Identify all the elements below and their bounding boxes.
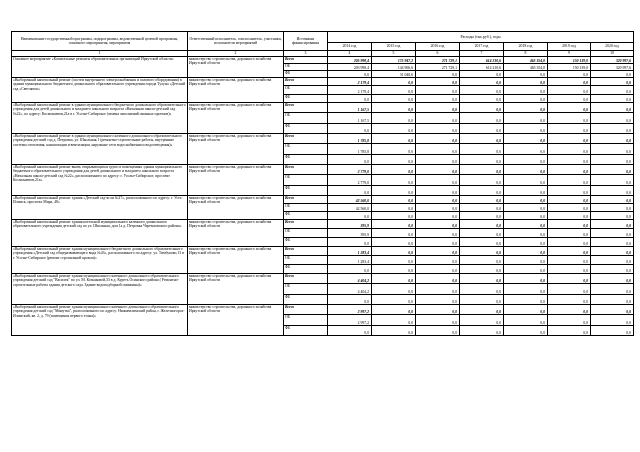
expense-value: 0,0 xyxy=(504,256,548,265)
expense-value: 0,0 xyxy=(460,265,504,274)
expense-value: 0,0 xyxy=(591,229,634,238)
funding-source: ОБ xyxy=(284,86,328,95)
expense-value: 0,0 xyxy=(548,144,591,155)
expense-value: 0,0 xyxy=(416,247,460,256)
expense-value: 0,0 xyxy=(548,238,591,247)
expense-value: 0,0 xyxy=(416,95,460,103)
measure-name: «Выборочный капитальный ремонт здания муниципального казенного дошкольного образовательного учреждения детский сад "Василек" по ул. М. Козьяковой,33 в д. Куреть Осинского района ( Ремонтно-строительные работы здания детского сада. Здание водоподборной скважины)» xyxy=(12,274,188,305)
expense-value: 0,0 xyxy=(548,295,591,305)
funding-source: ФБ xyxy=(284,265,328,274)
expense-value: 0,0 xyxy=(372,78,416,86)
expense-value: 0,0 xyxy=(372,247,416,256)
expense-value: 0,0 xyxy=(460,95,504,103)
executor: министерство строительства, дорожного хозяйства Иркутской области xyxy=(188,196,284,220)
expense-value: 0,0 xyxy=(372,124,416,134)
expense-value: 0,0 xyxy=(416,315,460,326)
expense-value: 0,0 xyxy=(504,186,548,196)
funding-source: ФБ xyxy=(284,95,328,103)
expense-value: 0,0 xyxy=(460,256,504,265)
index-cell: 7 xyxy=(460,51,504,57)
header-year: 2018 год xyxy=(504,43,548,51)
expense-value: 0,0 xyxy=(591,95,634,103)
expense-value: 0,0 xyxy=(416,196,460,204)
expense-value: 0,0 xyxy=(460,284,504,295)
expense-value: 0,0 xyxy=(548,175,591,186)
expense-value: 0,0 xyxy=(328,155,372,165)
expense-value: 0,0 xyxy=(372,186,416,196)
expense-value: 0,0 xyxy=(548,274,591,284)
expense-value: 0,0 xyxy=(548,134,591,144)
expense-value: 0,0 xyxy=(504,220,548,229)
header-year: 2017 год xyxy=(460,43,504,51)
funding-source: ФБ xyxy=(284,71,328,78)
expense-value: 2 179,4 xyxy=(328,86,372,95)
table-row xyxy=(12,220,634,229)
expense-value: 0,0 xyxy=(328,238,372,247)
expense-value: 0,0 xyxy=(460,165,504,175)
expense-value: 203 998,4 xyxy=(328,64,372,71)
funding-source: Всего xyxy=(284,134,328,144)
expense-value: 0,0 xyxy=(372,196,416,204)
expense-value: 0,0 xyxy=(416,78,460,86)
expense-value: 0,0 xyxy=(416,326,460,336)
expense-value: 0,0 xyxy=(460,295,504,305)
expense-value: 1 283,4 xyxy=(328,247,372,256)
expense-value: 0,0 xyxy=(416,144,460,155)
expense-value: 0,0 xyxy=(591,134,634,144)
expense-value: 0,0 xyxy=(548,247,591,256)
expense-value: 0,0 xyxy=(504,124,548,134)
expense-value: 0,0 xyxy=(504,265,548,274)
expense-value: 0,0 xyxy=(591,165,634,175)
funding-source: ФБ xyxy=(284,295,328,305)
expense-value: 2 997,2 xyxy=(328,315,372,326)
expense-value: 0,0 xyxy=(591,113,634,124)
index-cell: 1 xyxy=(12,51,188,57)
table-row xyxy=(12,78,634,86)
expense-value: 0,0 xyxy=(372,155,416,165)
expense-value: 0,0 xyxy=(504,295,548,305)
expense-value: 0,0 xyxy=(548,124,591,134)
expense-value: 0,0 xyxy=(548,315,591,326)
measure-name: «Выборочный капитальный ремонт вновь открывающихся групп в помещениях здания муниципального бюджетного образовательного учреждения для детей дошкольного и младшего школьного возраста «Начальная школа-детский сад №22», расположенного по адресу: г. Усолье-Сибирское, проспект Космонавтов,21а» xyxy=(12,165,188,196)
expense-value: 0,0 xyxy=(591,204,634,212)
table-row xyxy=(12,134,634,144)
expense-value: 0,0 xyxy=(591,247,634,256)
expense-value: 0,0 xyxy=(372,175,416,186)
funding-source: ОБ xyxy=(284,64,328,71)
expense-value: 0,0 xyxy=(372,265,416,274)
expense-value: 0,0 xyxy=(504,155,548,165)
executor: министерство строительства, дорожного хозяйства Иркутской области xyxy=(188,165,284,196)
expense-value: 0,0 xyxy=(416,212,460,220)
expense-value: 0,0 xyxy=(591,71,634,78)
header-source: Источники финансирования xyxy=(284,32,328,51)
funding-source: ФБ xyxy=(284,186,328,196)
expense-value: 0,0 xyxy=(591,315,634,326)
expense-value: 0,0 xyxy=(328,71,372,78)
expense-value: 0,0 xyxy=(460,103,504,113)
expense-value: 0,0 xyxy=(504,103,548,113)
expense-value: 0,0 xyxy=(591,86,634,95)
expense-value: 465 354,0 xyxy=(504,64,548,71)
index-cell: 3 xyxy=(284,51,328,57)
expense-value: 0,0 xyxy=(591,326,634,336)
expense-value: 0,0 xyxy=(416,305,460,315)
expense-value: 614 210,6 xyxy=(460,64,504,71)
expense-value: 2 997,2 xyxy=(328,305,372,315)
table-body xyxy=(12,57,634,336)
funding-source: ОБ xyxy=(284,144,328,155)
expense-value: 175 947,2 xyxy=(372,57,416,64)
table-row xyxy=(12,57,634,64)
expense-value: 0,0 xyxy=(372,305,416,315)
expense-value: 0,0 xyxy=(460,155,504,165)
expense-value: 395,9 xyxy=(328,229,372,238)
expense-value: 1 785,8 xyxy=(328,134,372,144)
expense-value: 150 139,0 xyxy=(548,64,591,71)
measure-name: «Выборочный капитальный ремонт в здании муниципального бюджетного дошкольного образовательного учреждения для детей дошкольного и младшего школьного возраста «Начальная школа-детский сад №22», по адресу: Космонавтов,21а в г. Усолье-Сибирское (замена заполнений оконных проемов)» xyxy=(12,103,188,134)
expense-value: 271 729,1 xyxy=(416,57,460,64)
expense-value: 0,0 xyxy=(460,124,504,134)
expense-value: 0,0 xyxy=(548,103,591,113)
table-row xyxy=(12,274,634,284)
expense-value: 0,0 xyxy=(328,124,372,134)
expense-value: 0,0 xyxy=(372,144,416,155)
expense-value: 0,0 xyxy=(591,212,634,220)
executor: министерство строительства, дорожного хозяйства Иркутской области xyxy=(188,103,284,134)
expense-value: 0,0 xyxy=(328,295,372,305)
expense-value: 0,0 xyxy=(591,238,634,247)
expense-value: 0,0 xyxy=(460,86,504,95)
expense-value: 0,0 xyxy=(372,220,416,229)
header-year: 2019 год xyxy=(548,43,591,51)
expense-value: 2 779,0 xyxy=(328,165,372,175)
expense-value: 0,0 xyxy=(372,86,416,95)
index-cell: 2 xyxy=(188,51,284,57)
executor: министерство строительства, дорожного хозяйства Иркутской области xyxy=(188,305,284,336)
funding-source: ФБ xyxy=(284,326,328,336)
executor: министерство строительства, дорожного хозяйства Иркутской области xyxy=(188,134,284,165)
funding-source: ОБ xyxy=(284,113,328,124)
expense-value: 0,0 xyxy=(504,274,548,284)
table-row xyxy=(12,196,634,204)
funding-source: Всего xyxy=(284,274,328,284)
expense-value: 320 997,6 xyxy=(591,64,634,71)
index-cell: 6 xyxy=(416,51,460,57)
expense-value: 0,0 xyxy=(372,229,416,238)
funding-source: Всего xyxy=(284,57,328,64)
expense-value: 42 560,0 xyxy=(328,204,372,212)
header-year: 2020 год xyxy=(591,43,634,51)
header-name: Наименование государственной программы, подпрограммы, ведомственной целевой программы, основного мероприятия, мероприятия xyxy=(12,32,188,51)
expense-value: 1 283,4 xyxy=(328,256,372,265)
expense-value: 465 354,0 xyxy=(504,57,548,64)
expense-value: 0,0 xyxy=(460,186,504,196)
expense-value: 0,0 xyxy=(504,247,548,256)
expense-value: 0,0 xyxy=(548,196,591,204)
measure-name: «Выборочный капитальный ремонт здания муниципального бюджетного дошкольного образовательного учреждения «Детский сад общеразвивающего вида №43», расположенного по адресу: ул. Тимбуково,13 в г. Усолье-Сибирское (ремонт стропильной кровли)» xyxy=(12,247,188,274)
expense-value: 320 997,6 xyxy=(591,57,634,64)
expense-value: 0,0 xyxy=(548,95,591,103)
expense-value: 0,0 xyxy=(328,265,372,274)
executor: министерство строительства, дорожного хозяйства Иркутской области xyxy=(188,247,284,274)
expense-value: 0,0 xyxy=(504,78,548,86)
expense-value: 0,0 xyxy=(460,212,504,220)
expense-value: 0,0 xyxy=(548,284,591,295)
expense-value: 0,0 xyxy=(548,305,591,315)
expense-value: 0,0 xyxy=(460,71,504,78)
measure-name: «Выборочный капитальный ремонт здания котельной муниципального казенного дошкольного образовательного учреждения детский сад по ул. Школьная, дом 1а д. Петровка Черемховского района» xyxy=(12,220,188,247)
expense-value: 0,0 xyxy=(328,95,372,103)
expense-value: 0,0 xyxy=(460,113,504,124)
index-cell: 5 xyxy=(372,51,416,57)
expense-value: 1 167,5 xyxy=(328,103,372,113)
expense-value: 0,0 xyxy=(460,78,504,86)
expense-value: 0,0 xyxy=(416,113,460,124)
expense-value: 0,0 xyxy=(460,134,504,144)
expense-value: 0,0 xyxy=(504,71,548,78)
expense-value: 0,0 xyxy=(372,95,416,103)
funding-source: Всего xyxy=(284,196,328,204)
expense-value: 0,0 xyxy=(416,124,460,134)
table-row xyxy=(12,103,634,113)
expense-value: 0,0 xyxy=(548,212,591,220)
funding-source: Всего xyxy=(284,305,328,315)
expense-value: 0,0 xyxy=(372,134,416,144)
expense-value: 0,0 xyxy=(460,204,504,212)
expense-value: 0,0 xyxy=(328,326,372,336)
expense-value: 0,0 xyxy=(591,284,634,295)
expense-value: 0,0 xyxy=(548,78,591,86)
executor: министерство строительства, дорожного хозяйства Иркутской области xyxy=(188,78,284,103)
expense-value: 0,0 xyxy=(591,175,634,186)
expense-value: 0,0 xyxy=(416,103,460,113)
expense-value: 0,0 xyxy=(591,186,634,196)
expense-value: 614 210,6 xyxy=(460,57,504,64)
expense-value: 0,0 xyxy=(591,144,634,155)
expense-value: 0,0 xyxy=(372,256,416,265)
expense-value: 0,0 xyxy=(591,124,634,134)
measure-name: «Выборочный капитальный ремонт здания муниципального казенного дошкольного образовательного учреждения детский сад "Минутка", расположенного по адресу: Нижнеилимский район, г. Железногорск-Илимский, кв. 2, д. 79 (помещения первого этажа)» xyxy=(12,305,188,336)
expense-value: 0,0 xyxy=(591,265,634,274)
expense-value: 0,0 xyxy=(372,284,416,295)
table-row xyxy=(12,305,634,315)
expense-value: 0,0 xyxy=(591,274,634,284)
expense-value: 0,0 xyxy=(372,113,416,124)
expense-value: 0,0 xyxy=(460,229,504,238)
funding-source: ОБ xyxy=(284,284,328,295)
expense-value: 0,0 xyxy=(460,305,504,315)
funding-source: ОБ xyxy=(284,175,328,186)
funding-source: Всего xyxy=(284,165,328,175)
index-cell: 9 xyxy=(548,51,591,57)
expense-value: 0,0 xyxy=(372,103,416,113)
expense-value: 0,0 xyxy=(548,155,591,165)
expense-value: 0,0 xyxy=(548,229,591,238)
expense-value: 4 404,2 xyxy=(328,284,372,295)
expense-value: 0,0 xyxy=(548,265,591,274)
expense-value: 0,0 xyxy=(591,295,634,305)
expense-value: 0,0 xyxy=(416,256,460,265)
header-year: 2015 год xyxy=(372,43,416,51)
executor: министерство строительства, дорожного хозяйства Иркутской области xyxy=(188,274,284,305)
measure-name: «Выборочный капитальный ремонт здания «Детский сад-ясли №27», расположенного по адресу: г. Усть-Илимск, проспект Мира, 48» xyxy=(12,196,188,220)
funding-source: ФБ xyxy=(284,124,328,134)
expense-value: 0,0 xyxy=(460,274,504,284)
expense-value: 0,0 xyxy=(372,165,416,175)
expense-value: 0,0 xyxy=(416,204,460,212)
index-cell: 4 xyxy=(328,51,372,57)
expense-value: 0,0 xyxy=(591,305,634,315)
expense-value: 0,0 xyxy=(416,165,460,175)
expense-value: 0,0 xyxy=(504,238,548,247)
expense-value: 0,0 xyxy=(504,284,548,295)
expense-value: 0,0 xyxy=(504,229,548,238)
expense-value: 205 998,4 xyxy=(328,57,372,64)
table-row xyxy=(12,165,634,175)
expense-value: 0,0 xyxy=(591,155,634,165)
expense-value: 31 040,6 xyxy=(372,71,416,78)
expense-value: 0,0 xyxy=(504,175,548,186)
table-row xyxy=(12,247,634,256)
measure-name: Основное мероприятие «Капитальные ремонты образовательных организаций Иркутской области» xyxy=(12,57,188,78)
expense-value: 0,0 xyxy=(504,144,548,155)
expense-value: 0,0 xyxy=(591,103,634,113)
expense-value: 1 785,8 xyxy=(328,144,372,155)
expense-value: 0,0 xyxy=(504,204,548,212)
expense-value: 0,0 xyxy=(504,305,548,315)
expense-value: 0,0 xyxy=(416,220,460,229)
expense-value: 0,0 xyxy=(372,204,416,212)
expense-value: 0,0 xyxy=(372,274,416,284)
expense-value: 0,0 xyxy=(548,86,591,95)
expense-value: 0,0 xyxy=(591,78,634,86)
expense-value: 150 139,0 xyxy=(548,57,591,64)
header-year: 2014 год xyxy=(328,43,372,51)
expense-value: 0,0 xyxy=(504,212,548,220)
expense-value: 0,0 xyxy=(416,238,460,247)
expense-value: 0,0 xyxy=(416,71,460,78)
funding-source: ФБ xyxy=(284,155,328,165)
expense-value: 0,0 xyxy=(504,95,548,103)
expense-value: 4 404,2 xyxy=(328,274,372,284)
measure-name: «Выборочный капитальный ремонт (систем внутреннего электроснабжения и силового оборудования) в здании муниципального бюджетного дошкольного образовательного учреждения города Тулуна «Детский сад «Светлячок» xyxy=(12,78,188,103)
expense-value: 0,0 xyxy=(460,144,504,155)
expense-value: 0,0 xyxy=(460,247,504,256)
expense-value: 0,0 xyxy=(372,295,416,305)
expense-value: 0,0 xyxy=(504,196,548,204)
measure-name: «Выборочный капитальный ремонт в здании муниципального казенного дошкольного образовательного учреждения детский сад д. Петровка, ул. Школьная,1 (ремонтно-строительные работы, внутренние системы отопления, канализации и вентиляции, наружные сети водоснабжения и водоотведения)» xyxy=(12,134,188,165)
expense-value: 395,9 xyxy=(328,220,372,229)
header-expenses: Расходы (тыс.руб.), годы xyxy=(328,32,634,43)
expense-value: 0,0 xyxy=(416,295,460,305)
expense-value: 0,0 xyxy=(416,155,460,165)
expense-value: 0,0 xyxy=(460,326,504,336)
expense-value: 0,0 xyxy=(504,315,548,326)
expense-value: 0,0 xyxy=(548,113,591,124)
expense-value: 0,0 xyxy=(504,165,548,175)
expense-value: 0,0 xyxy=(416,284,460,295)
funding-source: ОБ xyxy=(284,229,328,238)
funding-source: Всего xyxy=(284,247,328,256)
index-cell: 8 xyxy=(504,51,548,57)
expense-value: 0,0 xyxy=(460,220,504,229)
funding-source: ФБ xyxy=(284,212,328,220)
funding-source: Всего xyxy=(284,78,328,86)
expense-value: 0,0 xyxy=(504,326,548,336)
expense-value: 0,0 xyxy=(460,238,504,247)
expense-value: 0,0 xyxy=(548,256,591,265)
expense-value: 0,0 xyxy=(504,134,548,144)
expense-value: 0,0 xyxy=(591,220,634,229)
expense-value: 0,0 xyxy=(548,220,591,229)
expense-value: 0,0 xyxy=(460,175,504,186)
executor: министерство строительства, дорожного хозяйства Иркутской области xyxy=(188,220,284,247)
funding-source: ОБ xyxy=(284,204,328,212)
expense-value: 0,0 xyxy=(416,86,460,95)
expense-value: 0,0 xyxy=(504,113,548,124)
funding-source: ФБ xyxy=(284,238,328,247)
expense-value: 42 560,0 xyxy=(328,196,372,204)
header-year: 2016 год xyxy=(416,43,460,51)
expense-value: 0,0 xyxy=(416,229,460,238)
expense-value: 0,0 xyxy=(548,326,591,336)
expense-value: 2 779,0 xyxy=(328,175,372,186)
funding-source: Всего xyxy=(284,220,328,229)
funding-source: ОБ xyxy=(284,315,328,326)
expense-value: 0,0 xyxy=(504,86,548,95)
expense-value: 0,0 xyxy=(416,134,460,144)
expense-value: 0,0 xyxy=(328,186,372,196)
header-executor: Ответственный исполнитель, соисполнитель, участники, исполнители мероприятий xyxy=(188,32,284,51)
expense-value: 0,0 xyxy=(460,196,504,204)
index-cell: 10 xyxy=(591,51,634,57)
expense-value: 0,0 xyxy=(591,196,634,204)
expense-value: 144 906,6 xyxy=(372,64,416,71)
executor: министерство строительства, дорожного хозяйства Иркутской области xyxy=(188,57,284,78)
expense-value: 1 167,5 xyxy=(328,113,372,124)
expense-value: 0,0 xyxy=(548,186,591,196)
expense-value: 0,0 xyxy=(548,165,591,175)
expenses-table xyxy=(11,31,634,336)
funding-source: Всего xyxy=(284,103,328,113)
expense-value: 0,0 xyxy=(416,186,460,196)
expense-value: 0,0 xyxy=(416,265,460,274)
expense-value: 0,0 xyxy=(372,326,416,336)
expense-value: 0,0 xyxy=(372,238,416,247)
expense-value: 0,0 xyxy=(548,71,591,78)
expense-value: 0,0 xyxy=(372,212,416,220)
expense-value: 0,0 xyxy=(416,175,460,186)
expense-value: 0,0 xyxy=(328,212,372,220)
expense-value: 0,0 xyxy=(416,274,460,284)
expense-value: 0,0 xyxy=(591,256,634,265)
expense-value: 0,0 xyxy=(460,315,504,326)
expense-value: 271 729,1 xyxy=(416,64,460,71)
funding-source: ОБ xyxy=(284,256,328,265)
expense-value: 0,0 xyxy=(548,204,591,212)
expense-value: 2 179,4 xyxy=(328,78,372,86)
expense-value: 0,0 xyxy=(372,315,416,326)
